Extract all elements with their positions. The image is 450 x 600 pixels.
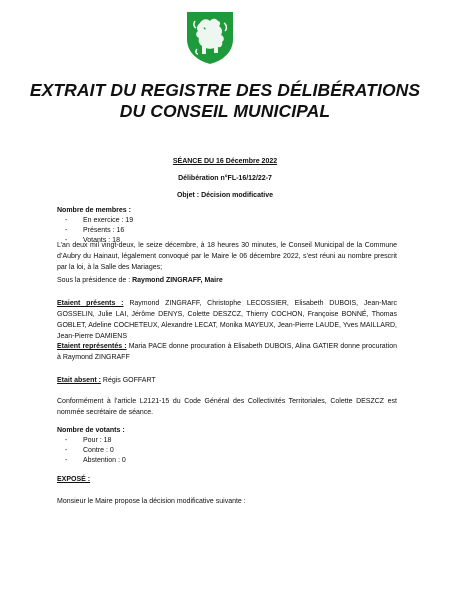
secretary-paragraph: Conformément à l’article L2121-15 du Code Général des Collectivités Territoriales, Colette DESZCZ est nommée secrétaire de séance. [57, 398, 397, 416]
represented-label: Etaient représentés : [57, 343, 127, 350]
expose-heading: EXPOSÉ : [57, 476, 91, 483]
absent-label: Etait absent : [57, 377, 101, 384]
presidence-prefix: Sous la présidence de : [57, 277, 133, 284]
absent-line [57, 375, 397, 386]
town-crest-logo [183, 9, 237, 67]
represented-text: Maria PACE donne procuration à Elisabeth DUBOIS, Alina GATIER donne procuration à Raymond ZINGRAFF [57, 343, 397, 361]
seance-date: SÉANCE DU 16 Décembre 2022 [172, 158, 278, 165]
proposal-line: Monsieur le Maire propose la décision modificative suivante : [57, 498, 246, 505]
members-item-en-exercice: - En exercice : 19 [57, 216, 397, 226]
absent-name: Régis GOFFART [100, 377, 156, 384]
document-title-line-1: EXTRAIT DU REGISTRE DES DÉLIBÉRATIONS [29, 80, 421, 100]
voters-section [57, 425, 397, 466]
presents-paragraph [57, 298, 397, 342]
voters-heading: Nombre de votants : [57, 427, 125, 434]
voters-item-abstention: - Abstention : 0 [57, 456, 397, 466]
voters-item-contre: - Contre : 0 [57, 446, 397, 456]
presents-names: Raymond ZINGRAFF, Christophe LECOSSIER, Elisabeth DUBOIS, Jean-Marc GOSSELIN, Julie LAI, Jérôme DENYS, Colette DESZCZ, Thierry COCHON, Françoise BONNÉ, Thomas GOBLET, Adeline COCHETEUX, Alexandre LECAT, Monika MAYEUX, Jean-Pierre LAUDE, Yves MAILLARD, Jean-Pierre DAMIENS [57, 300, 397, 340]
intro-paragraph: L’an deux mil vingt-deux, le seize décembre, à 18 heures 30 minutes, le Conseil Municipal de la Commune d’Aubry du Hainaut, légalement convoqué par le Maire le 06 décembre 2022, s’est réuni au nombre prescrit par la loi, à la Salle des Mariages; [57, 242, 397, 271]
members-item-presents: - Présents : 16 [57, 226, 397, 236]
presents-label: Etaient présents : [57, 300, 124, 307]
members-item-votants: - Votants : 18 [57, 236, 397, 246]
document-title-line-2: DU CONSEIL MUNICIPAL [119, 101, 331, 121]
presidence-name: Raymond ZINGRAFF, Maire [132, 277, 223, 284]
deliberation-object: Objet : Décision modificative [176, 192, 274, 199]
members-heading: Nombre de membres : [57, 207, 131, 214]
presidence-line [57, 275, 397, 286]
voters-item-pour: - Pour : 18 [57, 436, 397, 446]
represented-paragraph [57, 341, 397, 363]
deliberation-number: Délibération n°FL-16/12/22-7 [178, 175, 272, 182]
voters-list [57, 436, 397, 466]
